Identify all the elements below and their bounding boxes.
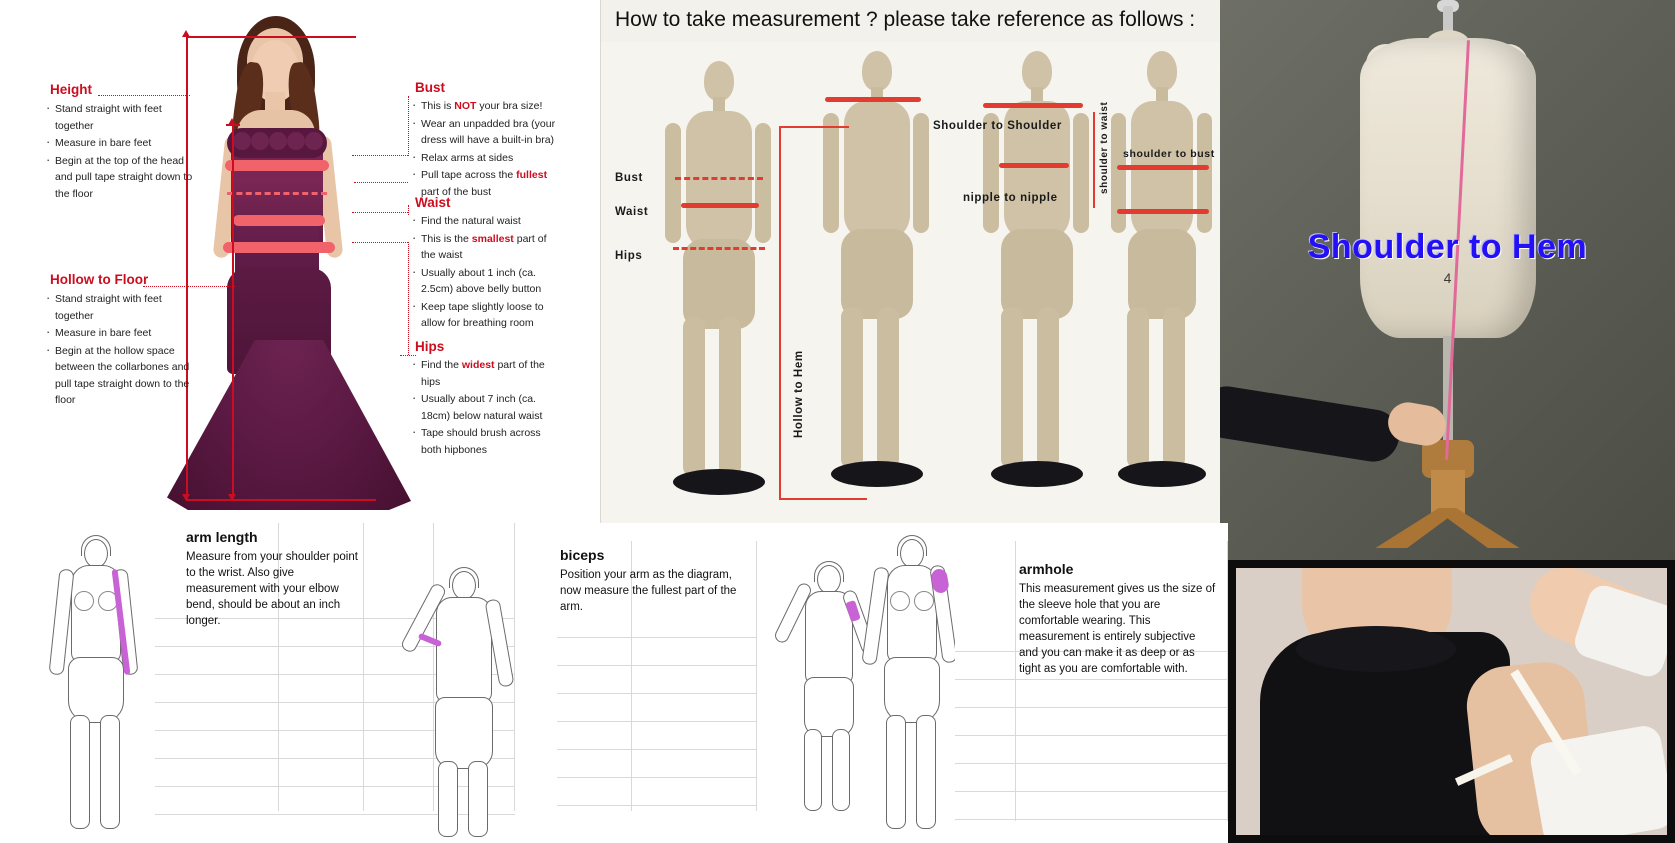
mannequin-leg-left [683, 317, 705, 477]
figure-leg-right [100, 715, 120, 829]
bust-bullet-3: · Relax arms at sides [421, 150, 560, 167]
gown-ruffle-trim [227, 128, 327, 158]
mannequin-hips [841, 229, 913, 319]
label-hollow-to-hem: Hollow to Hem [793, 350, 805, 438]
gown-skirt [167, 340, 411, 515]
bust-leader-v [408, 96, 409, 156]
hollow-top-tick [226, 124, 240, 126]
dress-measurement-panel [0, 0, 600, 555]
bust-bullet-4: · Pull tape across the fullest part of the bust [421, 167, 560, 200]
label-shoulder-to-bust: shoulder to bust [1123, 148, 1215, 160]
mannequin-leg-right [1163, 307, 1185, 469]
shoulder-to-hem-title: Shoulder to Hem [1307, 228, 1588, 266]
height-bullets [44, 101, 196, 203]
figure-hip [68, 657, 124, 723]
figure-hip [804, 677, 854, 737]
mannequin-hips [683, 239, 755, 329]
arm-length-text: Measure from your shoulder point to the wrist. Also give measurement with your elbow bend, should be about an inch longer. [186, 551, 358, 627]
label-shoulder-to-waist: shoulder to waist [1099, 101, 1110, 194]
height-leader [98, 95, 190, 96]
armhole-text: This measurement gives us the size of the sleeve hole that you are comfortable wearing. This measurement is entirely subjective and you can make it as deep or as tight as you are comfortable with. [1019, 583, 1216, 675]
figure-leg-right [916, 715, 936, 829]
mannequin-leg-left [1127, 307, 1149, 469]
figure-bust-right [914, 591, 934, 611]
mannequin-arm-right [1073, 113, 1089, 233]
label-bust: Bust [615, 172, 643, 184]
mannequin-head [1022, 51, 1052, 91]
figure-leg-left [804, 729, 822, 811]
mannequin-leg-left [1001, 307, 1023, 469]
armhole-note [1019, 561, 1217, 677]
mannequin-torso [1131, 101, 1193, 241]
waist-leader [352, 212, 408, 213]
figure-arm-length [40, 539, 150, 829]
waist-bullets [410, 213, 560, 333]
waist-bullet-2: · This is the smallest part of the waist [421, 231, 560, 264]
figure-arm-left [861, 566, 889, 665]
hollow-arrow-bottom [228, 494, 236, 501]
mannequin-bust-waist-hips [659, 61, 779, 501]
mannequin-hollow-to-hem [817, 51, 937, 501]
figure-back-torso [436, 597, 492, 703]
mannequin-reference-panel [600, 0, 1221, 523]
mannequin-arm-right [1197, 113, 1212, 233]
mannequin-arm-left [665, 123, 681, 243]
shoulder-to-shoulder-line [983, 103, 1083, 108]
figure-leg-right [832, 729, 850, 811]
mannequin-base [831, 461, 923, 487]
waist-bullet-4: · Keep tape slightly loose to allow for breathing room [421, 299, 560, 332]
hollow-to-floor-bullets [44, 291, 196, 410]
hips-leader-v [408, 242, 409, 355]
waist-band [233, 215, 325, 226]
label-shoulder-to-shoulder: Shoulder to Shoulder [933, 120, 1062, 132]
figure-torso [887, 565, 937, 663]
mannequin-shoulder-to-waist [1107, 51, 1217, 501]
figure-leg-right [468, 761, 488, 837]
hollow-to-floor-title: Hollow to Floor [50, 272, 149, 287]
dress-form-photo-panel [1220, 0, 1675, 560]
mannequin-head [1147, 51, 1177, 91]
waist-leader-v [408, 205, 409, 215]
figure-shorts [435, 697, 493, 769]
hollow-to-hem-vertical-rule [779, 126, 781, 500]
mannequin-leg-right [719, 317, 741, 477]
height-bullet-1: · Stand straight with feet together [55, 101, 196, 134]
mannequin-base [673, 469, 765, 495]
figure-bust-left [74, 591, 94, 611]
bust-band [225, 160, 329, 171]
mannequin-torso [844, 101, 910, 241]
hollow-to-hem-bottom-rule [779, 498, 867, 500]
bust-bullet-1: · This is NOT your bra size! [421, 98, 560, 115]
arm-length-note [186, 529, 364, 629]
mannequin-head [704, 61, 734, 101]
biceps-text: Position your arm as the diagram, now measure the fullest part of the arm. [560, 569, 737, 613]
hips-leader [352, 242, 408, 243]
mannequin-arm-right [913, 113, 929, 233]
bust-bullets [410, 98, 560, 201]
dress-form-legs [1376, 508, 1520, 548]
mannequin-hips [1001, 229, 1073, 319]
waist-bullet-1: · Find the natural waist [421, 213, 560, 230]
mannequin-shoulder-to-shoulder [977, 51, 1097, 501]
bust-bullet-2: · Wear an unpadded bra (your dress will have a built-in bra) [421, 116, 560, 149]
hips-bullet-3: · Tape should brush across both hipbones [421, 425, 560, 458]
waist-bullet-3: · Usually about 1 inch (ca. 2.5cm) above belly button [421, 265, 560, 298]
gown-illustration [175, 10, 405, 505]
dress-form-size-tag: 4 [1443, 270, 1452, 286]
shoulder-line [825, 97, 921, 102]
bust-leader [352, 155, 408, 156]
worksheet-row [0, 523, 1228, 843]
hips-bullet-2: · Usually about 7 inch (ca. 18cm) below natural waist [421, 391, 560, 424]
bust-measure-line [675, 177, 763, 180]
label-waist: Waist [615, 206, 649, 218]
armhole-photo-panel [1228, 560, 1675, 843]
height-bullet-3: · Begin at the top of the head and pull tape straight down to the floor [55, 153, 196, 203]
waist-title: Waist [415, 195, 451, 210]
biceps-title: biceps [560, 547, 605, 563]
bust-title: Bust [415, 80, 445, 95]
mannequin-leg-right [877, 307, 899, 469]
figure-leg-left [70, 715, 90, 829]
person-sleeve [1220, 383, 1403, 466]
label-hips: Hips [615, 250, 643, 262]
hips-band [223, 242, 335, 253]
bust-band-dashed [227, 192, 327, 195]
figure-bust-left [890, 591, 910, 611]
shoulder-to-waist-rule [1093, 112, 1095, 208]
mannequin-stage [601, 42, 1221, 523]
shoulder-to-bust-line [1117, 165, 1209, 170]
armhole-title: armhole [1019, 561, 1074, 577]
mannequin-head [862, 51, 892, 91]
mannequin-leg-left [841, 307, 863, 469]
hollow-bullet-2: · Measure in bare feet [55, 325, 196, 342]
hollow-bullet-1: · Stand straight with feet together [55, 291, 196, 324]
mannequin-torso [686, 111, 752, 251]
figure-head [452, 571, 476, 600]
label-nipple-to-nipple: nipple to nipple [963, 192, 1058, 204]
mannequin-leg-right [1037, 307, 1059, 469]
height-bullet-2: · Measure in bare feet [55, 135, 196, 152]
hips-measure-line [673, 247, 765, 250]
height-bottom-tick [186, 499, 376, 501]
figure-leg-left [438, 761, 458, 837]
figure-hip [884, 657, 940, 723]
waist-measure-line [681, 203, 759, 208]
biceps-note [560, 547, 750, 615]
mannequin-panel-title: How to take measurement ? please take reference as follows : [615, 8, 1196, 31]
figure-head [84, 539, 108, 568]
nipple-to-nipple-line [999, 163, 1069, 168]
mannequin-arm-right [755, 123, 771, 243]
mannequin-arm-left [823, 113, 839, 233]
shirt-collar [1296, 626, 1456, 672]
hollow-to-floor-dimension-line [232, 124, 234, 500]
shoulder-to-waist-line [1117, 209, 1209, 214]
mannequin-base [1118, 461, 1206, 487]
arm-length-title: arm length [186, 529, 258, 545]
figure-leg-left [886, 715, 906, 829]
hollow-to-hem-top-rule [779, 126, 849, 128]
figure-head [900, 539, 924, 568]
mannequin-hips [1128, 229, 1196, 319]
mannequin-base [991, 461, 1083, 487]
armhole-photo [1236, 568, 1667, 835]
height-title: Height [50, 82, 92, 97]
figure-head [817, 565, 841, 594]
height-top-tick [186, 36, 356, 38]
floor-line [175, 510, 415, 516]
hips-title: Hips [415, 339, 445, 354]
figure-armhole [856, 539, 966, 829]
hollow-leader [143, 286, 235, 287]
hollow-bullet-3: · Begin at the hollow space between the collarbones and pull tape straight down to the floor [55, 343, 196, 409]
hips-bullets [410, 357, 560, 459]
figure-back-view [408, 571, 518, 841]
mannequin-arm-left [1111, 113, 1126, 233]
bust-leader-2 [354, 182, 408, 183]
hips-bullet-1: · Find the widest part of the hips [421, 357, 560, 390]
